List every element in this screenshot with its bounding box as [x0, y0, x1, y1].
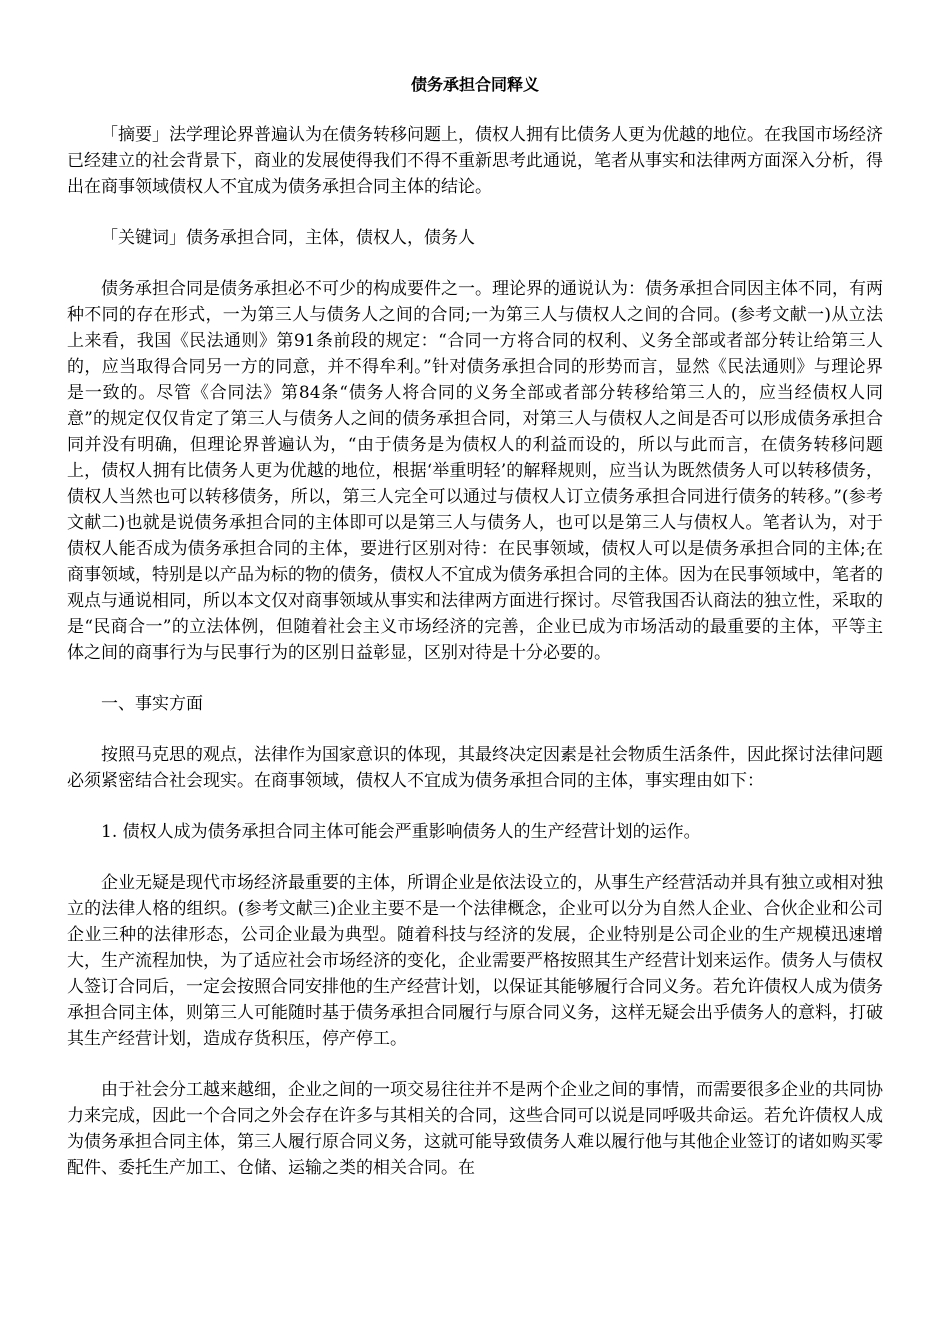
document-page — [67, 72, 883, 1206]
body-paragraph: 企业无疑是现代市场经济最重要的主体，所谓企业是依法设立的，从事生产经营活动并具有独立或相对独立的法律人格的组织。(参考文献三)企业主要不是一个法律概念，企业可以分为自然人企业、合伙企业和公司企业三种的法律形态，公司企业最为典型。随着科技与经济的发展，企业特别是公司企业的生产规模迅速增大，生产流程加快，为了适应社会市场经济的变化，企业需要严格按照其生产经营计划来运作。债务人与债权人签订合同后，一定会按照合同安排他的生产经营计划，以保证其能够履行合同义务。若允许债权人成为债务承担合同主体，则第三人可能随时基于债务承担合同履行与原合同义务，这样无疑会出乎债务人的意料，打破其生产经营计划，造成存货积压，停产停工。 — [67, 873, 883, 1049]
keywords-paragraph: 「关键词」债务承担合同，主体，债权人，债务人 — [101, 228, 475, 248]
point-heading: 1. 债权人成为债务承担合同主体可能会严重影响债务人的生产经营计划的运作。 — [101, 822, 701, 842]
body-paragraph: 债务承担合同是债务承担必不可少的构成要件之一。理论界的通说认为：债务承担合同因主体不同，有两种不同的存在形式，一为第三人与债务人之间的合同;一为第三人与债权人之间的合同。(参考文献一)从立法上来看，我国《民法通则》第91条前段的规定：“合同一方将合同的权利、义务全部或者部分转让给第三人的，应当取得合同另一方的同意，并不得牟利。”针对债务承担合同的形势而言，显然《民法通则》与理论界是一致的。尽管《合同法》第84条“债务人将合同的义务全部或者部分转移给第三人的，应当经债权人同意”的规定仅仅肯定了第三人与债务人之间的债务承担合同，对第三人与债权人之间是否可以形成债务承担合同并没有明确，但理论界普遍认为，“由于债务是为债权人的利益而设的，所以与此而言，在债务转移问题上，债权人拥有比债务人更为优越的地位，根据‘举重明轻’的解释规则，应当认为既然债务人可以转移债务，债权人当然也可以转移债务，所以，第三人完全可以通过与债权人订立债务承担合同进行债务的转移。”(参考文献二)也就是说债务承担合同的主体即可以是第三人与债务人，也可以是第三人与债权人。笔者认为，对于债权人能否成为债务承担合同的主体，要进行区别对待：在民事领域，债权人可以是债务承担合同的主体;在商事领域，特别是以产品为标的物的债务，债权人不宜成为债务承担合同的主体。因为在民事领域中，笔者的观点与通说相同，所以本文仅对商事领域从事实和法律两方面进行探讨。尽管我国否认商法的独立性，采取的是“民商合一”的立法体例，但随着社会主义市场经济的完善，企业已成为市场活动的最重要的主体，平等主体之间的商事行为与民事行为的区别日益彰显，区别对待是十分必要的。 — [67, 279, 883, 663]
abstract-paragraph: 「摘要」法学理论界普遍认为在债务转移问题上，债权人拥有比债务人更为优越的地位。在我国市场经济已经建立的社会背景下，商业的发展使得我们不得不重新思考此通说，笔者从事实和法律两方面深入分析，得出在商事领域债权人不宜成为债务承担合同主体的结论。 — [67, 125, 883, 197]
document-title: 债务承担合同释义 — [410, 75, 539, 94]
body-paragraph: 由于社会分工越来越细，企业之间的一项交易往往并不是两个企业之间的事情，而需要很多企业的共同协力来完成，因此一个合同之外会存在许多与其相关的合同，这些合同可以说是同呼吸共命运。若允许债权人成为债务承担合同主体，第三人履行原合同义务，这就可能导致债务人难以履行他与其他企业签订的诸如购买零配件、委托生产加工、仓储、运输之类的相关合同。在 — [67, 1080, 883, 1178]
section-heading: 一、事实方面 — [101, 694, 203, 714]
body-paragraph: 按照马克思的观点，法律作为国家意识的体现，其最终决定因素是社会物质生活条件，因此探讨法律问题必须紧密结合社会现实。在商事领域，债权人不宜成为债务承担合同的主体，事实理由如下： — [67, 745, 883, 791]
